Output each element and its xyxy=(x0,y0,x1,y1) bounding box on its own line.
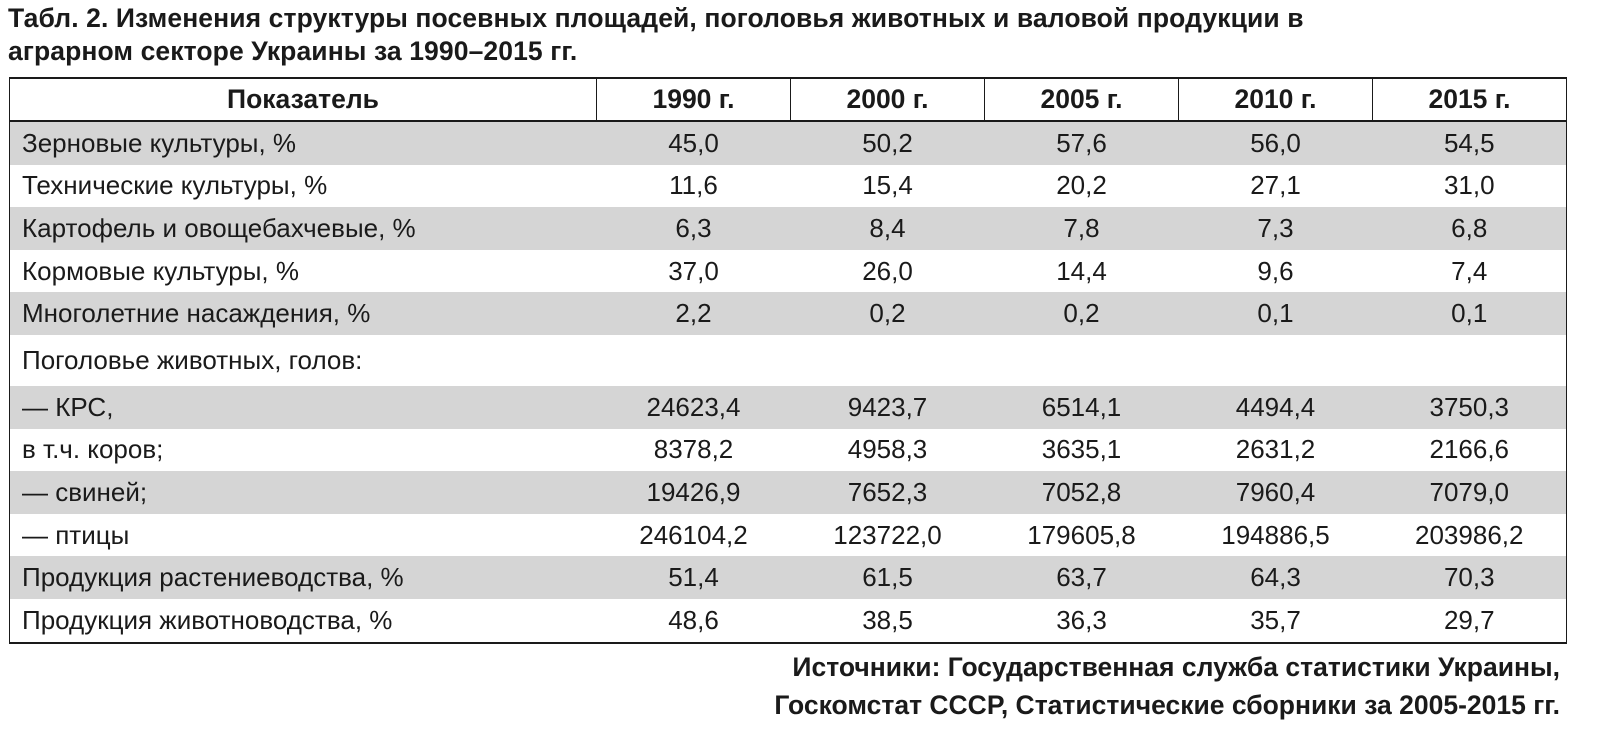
column-header-1990: 1990 г. xyxy=(597,78,791,121)
table-cell: 6514,1 xyxy=(985,386,1179,429)
table-cell: 7052,8 xyxy=(985,471,1179,514)
source-line-2: Госкомстат СССР, Статистические сборники за 2005-2015 гг. xyxy=(774,690,1560,720)
table-cell: 7652,3 xyxy=(791,471,985,514)
table-cell: 4958,3 xyxy=(847,434,928,465)
table-cell: 3635,1 xyxy=(1041,434,1122,465)
table-cell: 14,4 xyxy=(1056,255,1107,286)
table-row xyxy=(10,207,1567,250)
table-cell: 31,0 xyxy=(1373,165,1567,208)
column-header-2005: 2005 г. xyxy=(985,78,1179,121)
table-cell: 11,6 xyxy=(669,170,718,201)
table-cell: 56,0 xyxy=(1179,121,1373,165)
row-label: — свиней; xyxy=(10,471,597,514)
table-row xyxy=(10,386,1567,429)
table-row xyxy=(10,556,1567,599)
row-label: Продукция растениеводства, % xyxy=(10,556,597,599)
table-cell: 63,7 xyxy=(985,556,1179,599)
table-cell: 9,6 xyxy=(1257,255,1294,286)
table-cell: 48,6 xyxy=(597,599,791,643)
table-row xyxy=(10,165,1567,208)
row-label: Зерновые культуры, % xyxy=(10,121,597,165)
table-cell: 2631,2 xyxy=(1235,434,1316,465)
table-cell: 194886,5 xyxy=(1221,519,1330,550)
table-cell xyxy=(791,335,985,386)
table-cell: 26,0 xyxy=(862,255,913,286)
table-cell: 54,5 xyxy=(1373,121,1567,165)
table-cell: 0,1 xyxy=(1179,292,1373,335)
table-cell: 24623,4 xyxy=(597,386,791,429)
column-header-indicator: Показатель xyxy=(10,78,597,121)
table-cell: 7960,4 xyxy=(1179,471,1373,514)
table-cell: 0,2 xyxy=(985,292,1179,335)
table-cell: 2166,6 xyxy=(1373,429,1567,472)
table-cell: 0,1 xyxy=(1373,292,1567,335)
table-cell: 2,2 xyxy=(597,292,791,335)
table-cell: 203986,2 xyxy=(1373,514,1567,557)
table-cell: 19426,9 xyxy=(597,471,791,514)
column-header-2015: 2015 г. xyxy=(1373,78,1567,121)
table-cell: 7,3 xyxy=(1179,207,1373,250)
table-cell: 0,2 xyxy=(791,292,985,335)
row-label: Кормовые культуры, % xyxy=(10,250,597,293)
caption-line-1: Табл. 2. Изменения структуры посевных площадей, поголовья животных и валовой продукции в xyxy=(8,3,1304,33)
table-cell xyxy=(597,335,791,386)
table-cell: 37,0 xyxy=(668,255,719,286)
table-cell: 51,4 xyxy=(597,556,791,599)
row-label: — КРС, xyxy=(10,386,597,429)
table-cell: 6,8 xyxy=(1373,207,1567,250)
row-label: Поголовье животных, голов: xyxy=(10,335,597,386)
table-cell: 57,6 xyxy=(985,121,1179,165)
table-cell: 29,7 xyxy=(1373,599,1567,643)
row-label: в т.ч. коров; xyxy=(10,429,597,472)
row-label: Продукция животноводства, % xyxy=(10,599,597,643)
table-row xyxy=(10,514,1567,557)
table-row xyxy=(10,250,1567,293)
table-body xyxy=(10,121,1567,643)
source-line-1: Источники: Государственная служба статистики Украины, xyxy=(792,652,1560,682)
table-cell xyxy=(1179,335,1373,386)
row-label: Многолетние насаждения, % xyxy=(10,292,597,335)
table-cell: 7,8 xyxy=(985,207,1179,250)
table-cell: 179605,8 xyxy=(1027,519,1136,550)
column-header-2010: 2010 г. xyxy=(1179,78,1373,121)
table-caption xyxy=(8,2,1568,68)
table-cell xyxy=(1373,335,1567,386)
table-row xyxy=(10,121,1567,165)
table-cell: 64,3 xyxy=(1179,556,1373,599)
table-cell: 7079,0 xyxy=(1373,471,1567,514)
table-row xyxy=(10,335,1567,386)
table-cell: 8,4 xyxy=(791,207,985,250)
table-cell: 6,3 xyxy=(597,207,791,250)
row-label: — птицы xyxy=(10,514,597,557)
table-cell: 70,3 xyxy=(1373,556,1567,599)
table-cell: 50,2 xyxy=(791,121,985,165)
column-header-2000: 2000 г. xyxy=(791,78,985,121)
table-row xyxy=(10,471,1567,514)
table-cell xyxy=(985,335,1179,386)
table-cell: 20,2 xyxy=(1056,170,1107,201)
row-label: Картофель и овощебахчевые, % xyxy=(10,207,597,250)
source-note xyxy=(774,648,1560,724)
table-row xyxy=(10,429,1567,472)
table-cell: 38,5 xyxy=(791,599,985,643)
row-label: Технические культуры, % xyxy=(10,165,597,208)
table-cell: 35,7 xyxy=(1179,599,1373,643)
table-cell: 246104,2 xyxy=(639,519,748,550)
table-cell: 8378,2 xyxy=(653,434,734,465)
table-cell: 15,4 xyxy=(862,170,913,201)
table-cell: 61,5 xyxy=(791,556,985,599)
table-row xyxy=(10,292,1567,335)
table-cell: 3750,3 xyxy=(1373,386,1567,429)
header-row xyxy=(10,78,1567,121)
table-row xyxy=(10,599,1567,643)
table-cell: 123722,0 xyxy=(833,519,942,550)
table-cell: 45,0 xyxy=(597,121,791,165)
table-cell: 27,1 xyxy=(1250,170,1301,201)
table-cell: 4494,4 xyxy=(1179,386,1373,429)
table-cell: 7,4 xyxy=(1373,250,1567,293)
table-cell: 36,3 xyxy=(985,599,1179,643)
data-table xyxy=(9,77,1567,644)
table-cell: 9423,7 xyxy=(791,386,985,429)
caption-line-2: аграрном секторе Украины за 1990–2015 гг. xyxy=(8,36,578,66)
